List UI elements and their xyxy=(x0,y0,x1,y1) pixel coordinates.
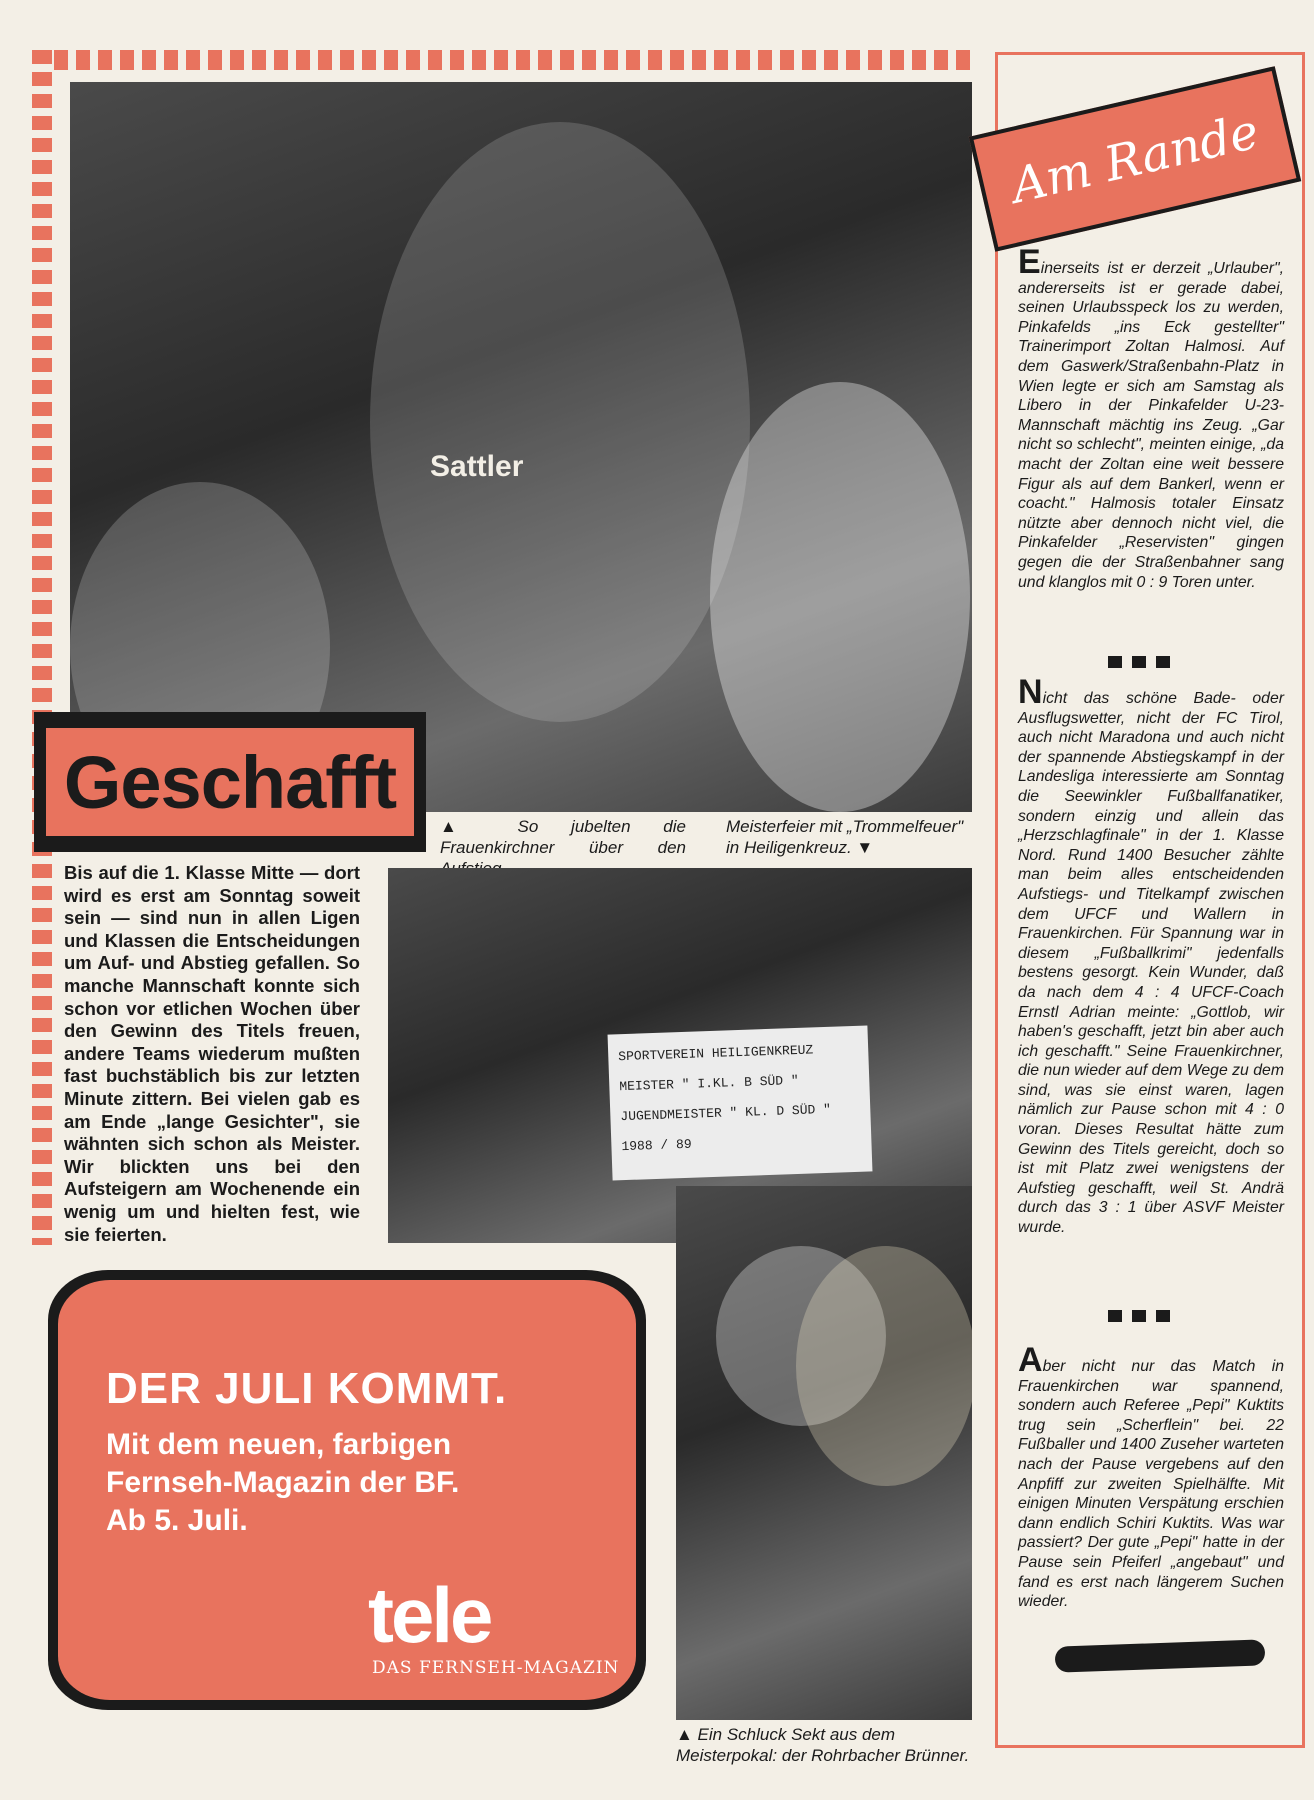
tele-logo-subtitle: DAS FERNSEH-MAGAZIN xyxy=(372,1658,620,1678)
caption-rohrbach: ▲ Ein Schluck Sekt aus dem Meisterpokal: der Rohrbacher Brünner. xyxy=(676,1725,970,1765)
tele-logo: tele xyxy=(368,1571,491,1659)
caption-frauenkirchen: ▲ So jubelten die Frauenkirchner über den xyxy=(440,817,686,857)
ad-line-3: Ab 5. Juli. xyxy=(106,1504,248,1537)
lead-paragraph: Bis auf die 1. Klasse Mitte — dort wird es erst am Sonntag soweit sein — sind nun in allen Ligen und Klassen die Entscheidungen um Auf- und Abstieg gefallen. So manche Mannschaft konnte sich schon vor etlichen Wochen über den Gewinn des Titels freuen, andere Teams wiederum mußten fast buchstäblich bis zur letzten Minute zittern. Bei vielen gab es am Ende „lange Gesichter", sie wähnten sich schon als Meister. Wir blickten uns bei den Aufsteigern am Wochenende ein wenig um und hielten fest, wie sie feierten. xyxy=(64,862,360,1245)
tele-advertisement xyxy=(48,1270,646,1710)
banner-line-1: SPORTVEREIN HEILIGENKREUZ xyxy=(618,1042,814,1065)
banner xyxy=(608,1026,873,1181)
shirt-lettering: Sattler xyxy=(430,450,524,483)
sidebar-paragraph-3: Aber nicht nur das Match in Frauenkirchen war spannend, sondern auch Referee „Pepi" Kuktits trug sein „Scherflein" bei. 22 Fußballer und 1400 Zuseher warteten nach der Pause vergebens auf den Anpfiff zur zweiten Spielhälfte. Mit einigen Minuten Verspätung erschien dann endlich Schiri Kuktits. Was war passiert? Der gute „Pepi" hatte in der Pause sein Pfeiferl „angebaut" und fand es erst nach längerem Suchen wieder. xyxy=(1018,1341,1284,1611)
separator-bullets xyxy=(1108,656,1172,668)
headline: Geschafft xyxy=(63,740,397,824)
headline-box xyxy=(34,712,426,852)
ad-title: DER JULI KOMMT. xyxy=(106,1364,508,1413)
sidebar-paragraph-1: Einerseits ist er derzeit „Urlauber", andererseits ist er gerade dabei, seinen Urlaubsspeck los zu werden, Pinkafelds „ins Eck gestellter" Trainerimport Zoltan Halmosi. Auf dem Gaswerk/Straßenbahn-Platz in Wien legte er sich am Samstag als Libero in der Pinkafelder U-23-Mannschaft mächtig ins Zeug. „Gar nicht so schlecht", meinten einige, „da macht der Zoltan eine weit bessere Figur als auf dem Bankerl, wenn er coacht." Halmosis totaler Einsatz nützte aber dennoch nicht viel, die Pinkafelder „Reservisten" gingen gegen die der Straßenbahner sang und klanglos mit 0 : 9 Toren unter. xyxy=(1018,243,1284,591)
banner-line-4: 1988 / 89 xyxy=(621,1136,692,1155)
photo-celebration xyxy=(70,82,972,812)
caption-heiligenkreuz: Meisterfeier mit „Trommelfeuer" in Heiligenkreuz. ▼ xyxy=(726,817,964,857)
separator-bullets xyxy=(1108,1310,1172,1322)
banner-line-2: MEISTER " I.KL. B SÜD " xyxy=(619,1072,799,1095)
decorative-frame-top xyxy=(32,50,970,70)
ad-line-1: Mit dem neuen, farbigen xyxy=(106,1428,452,1461)
sidebar-paragraph-2: Nicht das schöne Bade- oder Ausflugswetter, nicht der FC Tirol, auch nicht Maradona und auch nicht der spannende Abstiegskampf in der Landesliga interessierte am Sonntag die Seewinkler Fußballfanatiker, sondern einzig und allein das „Herzschlagfinale" in der 1. Klasse Nord. Rund 1400 Besucher zählte man beim alles entscheidenden Aufstiegs- und Titelkampf zwischen dem UFCF und Wallern in Frauenkirchen. Für Spannung war in diesem „Fußballkrimi" jedenfalls bestens gesorgt. Kein Wunder, daß da nach dem 4 : 4 UFCF-Coach Ernstl Adrian meinte: „Gottlob, wir haben's geschafft, jetzt bin aber auch ich geschafft." Seine Frauenkirchner, die nun wieder auf dem Wege zu dem sind, was sie einst waren, lagen nämlich zur Pause schon mit 4 : 0 voran. Dieses Resultat hätte zum Gewinn des Titels gereicht, doch so ist mit Platz zwei wenigstens der Aufstieg geschafft, weil St. Andrä durch das 3 : 1 über ASVF Meister wurde. xyxy=(1018,673,1284,1237)
banner-line-3: JUGENDMEISTER " KL. D SÜD " xyxy=(620,1101,832,1125)
photo-rohrbach xyxy=(676,1186,972,1720)
drop-cap: A xyxy=(1018,1341,1043,1379)
rubric-label: Am Rande xyxy=(1006,103,1264,215)
drop-cap: N xyxy=(1018,673,1043,711)
decorative-frame-left xyxy=(32,50,52,1245)
ad-line-2: Fernseh-Magazin der BF. xyxy=(106,1466,460,1499)
drop-cap: E xyxy=(1018,243,1041,281)
